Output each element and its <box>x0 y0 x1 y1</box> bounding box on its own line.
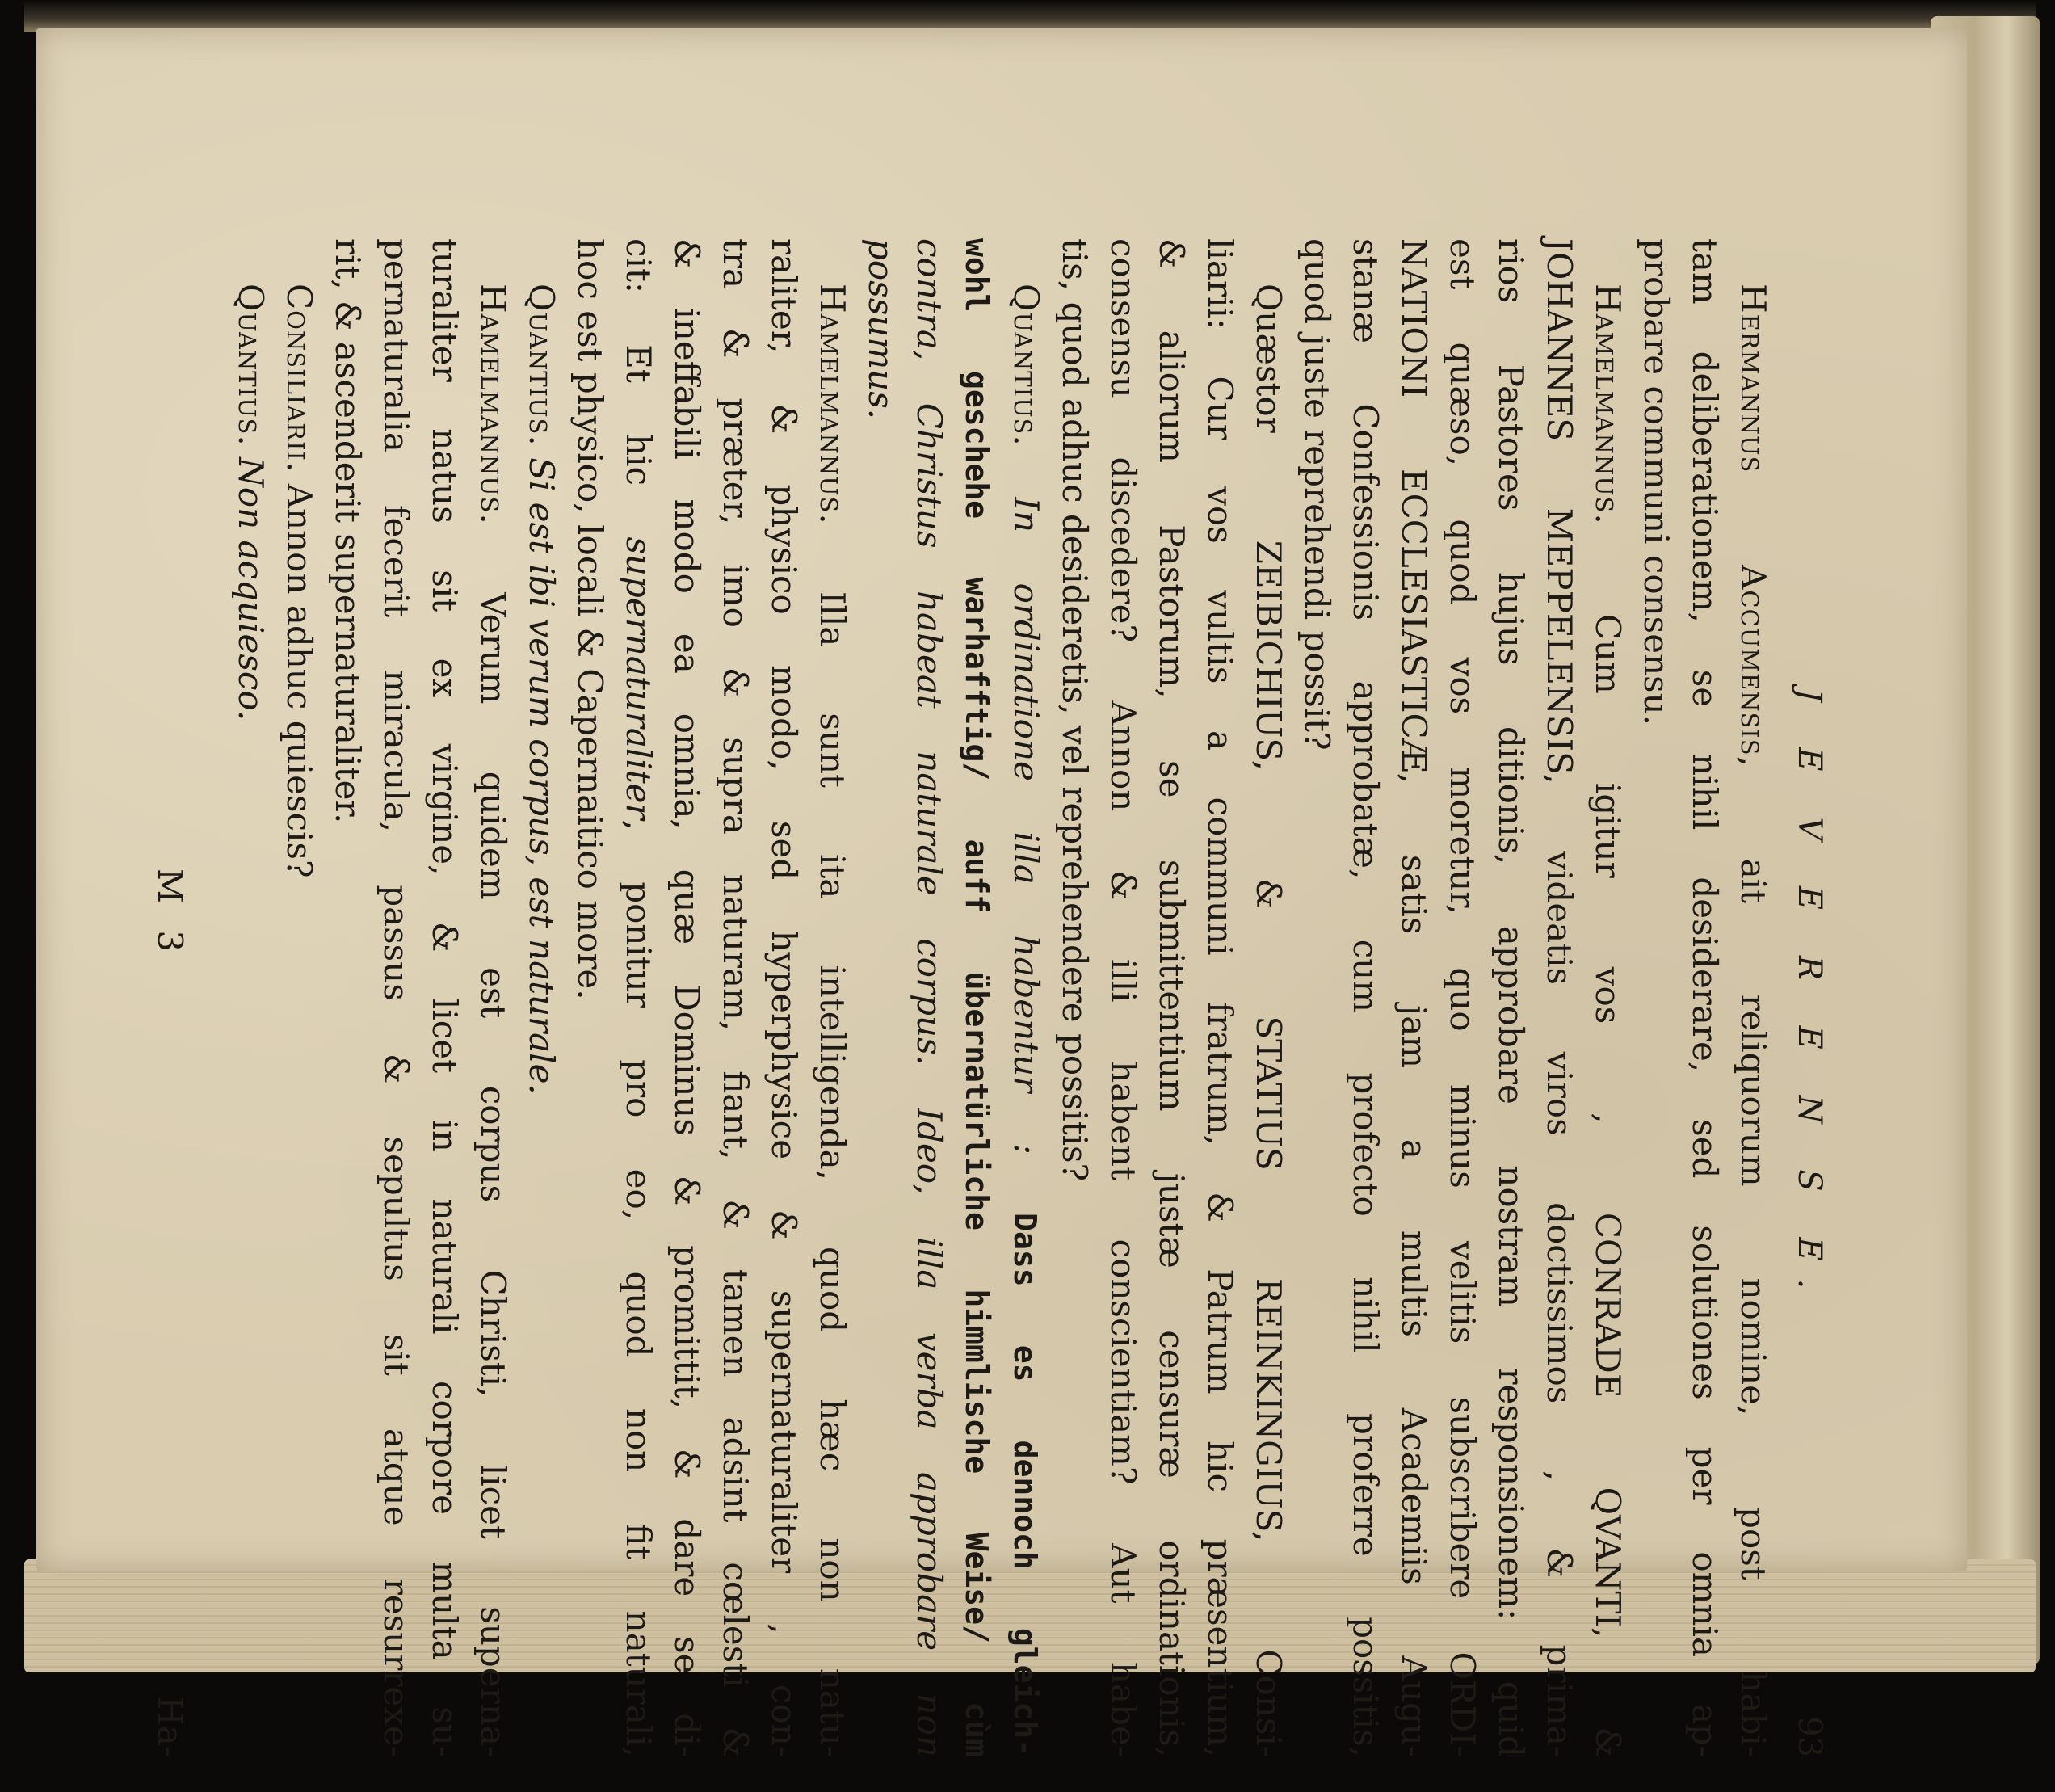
text-run: hoc est physico, locali & Capernaitico more. <box>570 238 610 1000</box>
text-run: liarii: Cur vos vultis a communi fratrum, & Patrum hic præsentium, <box>1200 238 1240 1757</box>
text-run: Hamelmannus. <box>1588 284 1628 525</box>
text-run: Non acquiesco. <box>231 457 271 721</box>
text-run: tra & præter, imo & supra naturam, fiant, & tamen adsint cœlesti & <box>716 238 755 1757</box>
text-run: cit: Et hic <box>619 238 658 537</box>
catchword: Ha- <box>150 1696 190 1757</box>
binding-shadow <box>24 0 2036 32</box>
signature-mark: M 3 <box>150 869 190 961</box>
text-run: Hamelmannus. <box>813 284 852 525</box>
page-footer <box>137 238 194 1757</box>
text-run: NATIONI ECCLESIASTICÆ, satis jam a multis Academiis Augu- <box>1394 238 1434 1757</box>
paragraph <box>565 238 856 1757</box>
text-line <box>565 238 614 1757</box>
text-run: consensu discedere? Annon & illi habent conscientiam? Aut habe- <box>1103 238 1143 1757</box>
text-run: Cum igitur vos , CONRADE QVANTI, & <box>1588 524 1628 1757</box>
paragraph <box>323 238 517 1757</box>
text-line <box>953 238 1002 1757</box>
running-head <box>1777 238 1834 1757</box>
text-run: rios Pastores hujus ditionis, approbare nostram responsionem: quid <box>1491 238 1531 1757</box>
text-run: wohl geschehe warhafftig/ auff übernatürliche himmlische Weise/ cùm <box>959 238 994 1757</box>
text-line <box>420 238 469 1757</box>
text-line <box>372 238 420 1757</box>
text-run: Quantius. <box>231 284 271 447</box>
text-line <box>1196 238 1244 1757</box>
text-run: & ineffabili modo ea omnia, quæ Dominus & promittit, & dare se di- <box>667 238 707 1757</box>
text-run: supernaturaliter <box>619 536 658 820</box>
paragraph <box>1632 238 1777 1757</box>
text-run: Quæstor ZEIBICHIUS, & STATIUS REINKINGIUS, Consi- <box>1249 284 1288 1757</box>
text-line <box>662 238 711 1757</box>
text-line <box>711 238 759 1757</box>
text-run <box>1006 447 1046 498</box>
text-run: pernaturalia fecerit miracula, passus & sepultus sit atque resurrexe- <box>376 238 416 1757</box>
text-line <box>517 238 565 1757</box>
text-line <box>1438 238 1486 1757</box>
text-run: & aliorum Pastorum, se submittentium justæ censuræ ordinationis, <box>1152 238 1191 1757</box>
text-run: contra, Christus habeat naturale corpus. Ideo, illa verba approbare non <box>910 238 949 1757</box>
text-run <box>231 447 271 457</box>
text-run: Dass es dennoch gleich- <box>1007 1154 1043 1757</box>
paragraph <box>1292 238 1632 1757</box>
text-line <box>1341 238 1389 1757</box>
text-run: ait reliquorum nomine, post habi- <box>1734 767 1773 1757</box>
text-line <box>323 238 372 1757</box>
text-line <box>226 238 275 1757</box>
text-run: turaliter natus sit ex virgine, & licet in naturali corpore multa su- <box>425 238 464 1757</box>
running-title: J E V E R E N S E. <box>1791 688 1828 1307</box>
text-line <box>1147 238 1196 1757</box>
text-line <box>808 238 856 1757</box>
text-run: probare communi consensu. <box>1637 238 1676 726</box>
text-line <box>1099 238 1147 1757</box>
text-line <box>1680 238 1729 1757</box>
text-line <box>856 238 905 1757</box>
text-run: In ordinatione illa habentur : <box>1006 497 1046 1155</box>
paragraph <box>226 238 275 1757</box>
text-run: stanæ Confessionis approbatæ, cum profecto nihil proferre possitis, <box>1346 238 1385 1757</box>
text-line <box>1535 238 1583 1757</box>
text-line <box>1050 238 1099 1757</box>
text-line <box>1583 238 1632 1757</box>
page-number: 93 <box>1791 1716 1828 1757</box>
text-run: Consiliarii. <box>279 284 319 473</box>
text-run: quod juste reprehendi possit? <box>1297 238 1337 751</box>
text-run: Annon adhuc quiescis? <box>279 473 319 878</box>
text-line <box>1244 238 1292 1757</box>
text-run: JOHANNES MEPPELENSIS, videatis viros doctissimos , & prima- <box>1540 238 1579 1757</box>
text-line <box>1486 238 1535 1757</box>
text-run: rit, & ascenderit supernaturaliter. <box>328 238 368 824</box>
text-run: Illa sunt ita intelligenda, quod hæc non natu- <box>813 524 852 1757</box>
paragraph <box>856 238 1050 1757</box>
text-run: Si est ibi verum corpus, est naturale. <box>522 457 561 1095</box>
text-line <box>905 238 953 1757</box>
text-line <box>1632 238 1680 1757</box>
text-run: tam deliberationem, se nihil desiderare, sed solutiones per omnia ap- <box>1685 238 1725 1757</box>
paragraph <box>275 238 323 1757</box>
text-run: possumus. <box>861 238 901 420</box>
text-line <box>614 238 662 1757</box>
text-run: est quæso, quod vos moretur, quo minus velitis subscribere ORDI- <box>1443 238 1482 1757</box>
text-line <box>759 238 808 1757</box>
text-run: Hermannus Accumensis, <box>1734 284 1773 768</box>
text-run: tis, quod adhuc desideretis, vel reprehendere possitis? <box>1055 238 1095 1182</box>
text-run: , ponitur pro eo, quod non fit naturali, <box>619 819 658 1757</box>
paragraph <box>517 238 565 1757</box>
paragraph <box>1050 238 1292 1757</box>
text-run <box>522 447 561 457</box>
text-run: Verum quidem est corpus Christi, licet superna- <box>473 524 513 1757</box>
text-run: Quantius. <box>1006 284 1046 447</box>
page-body <box>226 238 1777 1757</box>
text-line <box>1292 238 1341 1757</box>
text-line <box>1002 238 1050 1757</box>
text-line <box>1729 238 1777 1757</box>
text-run: raliter, & physico modo, sed hyperphysice & supernaturaliter , con- <box>764 238 804 1757</box>
printed-text-block <box>150 238 1834 1757</box>
text-run: Hamelmannus. <box>473 284 513 525</box>
text-line <box>469 238 517 1757</box>
text-line <box>1389 238 1438 1757</box>
text-run: Quantius. <box>522 284 561 447</box>
text-line <box>275 238 323 1757</box>
